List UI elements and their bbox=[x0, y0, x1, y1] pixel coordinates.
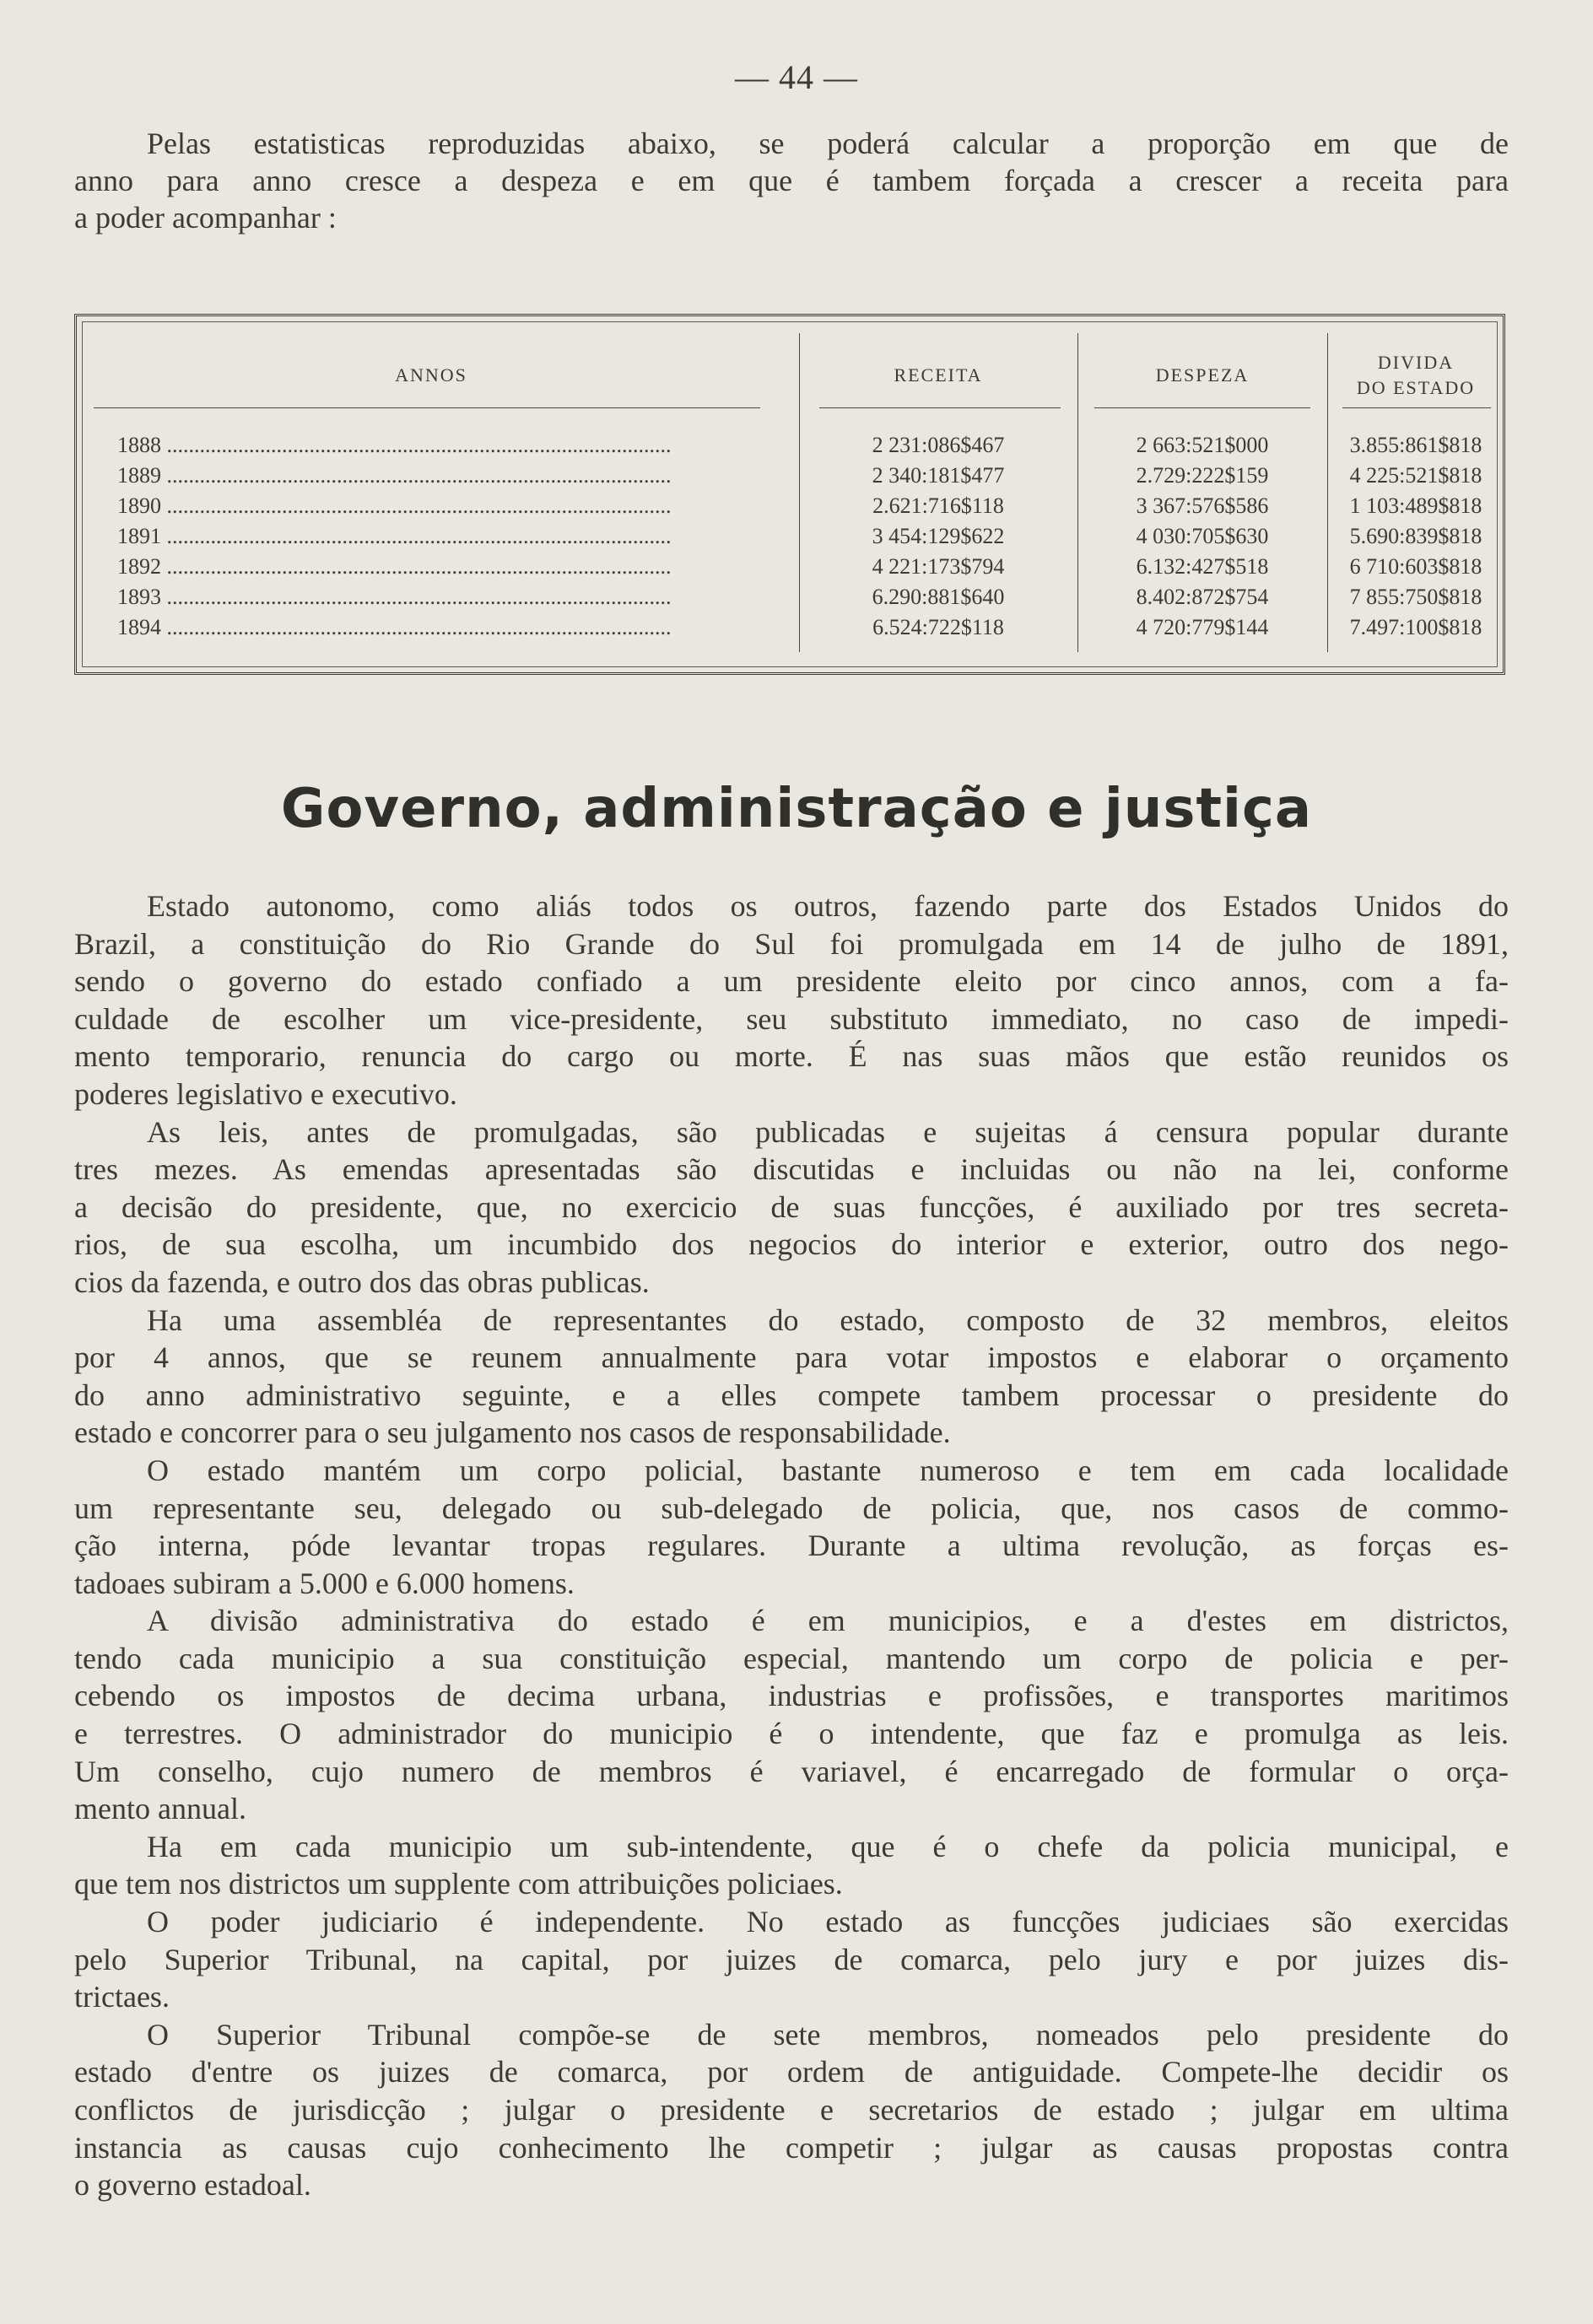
body-line: estado e concorrer para o seu julgamento nos casos de responsabilidade. bbox=[74, 1415, 951, 1450]
cell-despeza: 6.132:427$518 bbox=[1136, 554, 1269, 579]
cell-receita: 3 454:129$622 bbox=[872, 524, 1005, 548]
cell-receita: 6.290:881$640 bbox=[872, 585, 1005, 609]
body-line: e terrestres. O administrador do municipio é o intendente, que faz e promulga as leis. bbox=[74, 1717, 1509, 1751]
table-row bbox=[77, 493, 1503, 524]
intro-paragraph bbox=[74, 125, 1509, 236]
body-line: um representante seu, delegado ou sub-delegado de policia, que, nos casos de commo- bbox=[74, 1491, 1509, 1525]
body-line: Ha uma assembléa de representantes do estado, composto de 32 membros, eleitos bbox=[147, 1302, 1509, 1337]
finance-table bbox=[74, 314, 1505, 675]
body-line: As leis, antes de promulgadas, são publicadas e sujeitas á censura popular durante bbox=[147, 1114, 1509, 1149]
cell-divida: 3.855:861$818 bbox=[1349, 433, 1482, 457]
body-line: A divisão administrativa do estado é em municipios, e a d'estes em districtos, bbox=[147, 1604, 1509, 1638]
header-rule bbox=[819, 407, 1061, 408]
header-rule bbox=[1342, 407, 1491, 408]
body-line: rios, de sua escolha, um incumbido dos negocios do interior e exterior, outro dos nego- bbox=[74, 1227, 1509, 1262]
body-line: do anno administrativo seguinte, e a elles compete tambem processar o presidente do bbox=[74, 1378, 1509, 1412]
body-line: culdade de escolher um vice-presidente, seu substituto immediato, no caso de impedi- bbox=[74, 1001, 1509, 1036]
cell-despeza: 2 663:521$000 bbox=[1136, 433, 1269, 457]
body-line: mento temporario, renuncia do cargo ou morte. É nas suas mãos que estão reunidos os bbox=[74, 1039, 1509, 1074]
table-row bbox=[77, 585, 1503, 615]
body-line: sendo o governo do estado confiado a um presidente eleito por cinco annos, com a fa- bbox=[74, 964, 1509, 999]
body-line: a decisão do presidente, que, no exercicio de suas funcções, é auxiliado por tres secreta- bbox=[74, 1189, 1509, 1224]
table-row bbox=[77, 433, 1503, 463]
cell-year: 1889 ............................................................................................ bbox=[117, 463, 672, 488]
intro-line: anno para anno cresce a despeza e em que é tambem forçada a crescer a receita para bbox=[74, 164, 1509, 197]
intro-line: a poder acompanhar : bbox=[74, 201, 337, 235]
body-line: o governo estadoal. bbox=[74, 2168, 311, 2203]
cell-year: 1893 ............................................................................................ bbox=[117, 585, 672, 609]
body-line: ção interna, póde levantar tropas regulares. Durante a ultima revolução, as forças es- bbox=[74, 1529, 1509, 1563]
cell-year: 1894 ............................................................................................ bbox=[117, 615, 672, 639]
body-line: estado d'entre os juizes de comarca, por ordem de antiguidade. Compete-lhe decidir os bbox=[74, 2055, 1509, 2089]
cell-receita: 2 231:086$467 bbox=[872, 433, 1005, 457]
cell-receita: 2 340:181$477 bbox=[872, 463, 1005, 488]
intro-line: Pelas estatisticas reproduzidas abaixo, se poderá calcular a proporção em que de bbox=[147, 127, 1509, 160]
body-line: O estado mantém um corpo policial, bastante numeroso e tem em cada localidade bbox=[147, 1453, 1509, 1487]
header-divida-line2: DO ESTADO bbox=[1356, 377, 1476, 398]
body-line: por 4 annos, que se reunem annualmente para votar impostos e elaborar o orçamento bbox=[74, 1340, 1509, 1375]
header-receita: RECEITA bbox=[894, 364, 983, 386]
body-line: tendo cada municipio a sua constituição especial, mantendo um corpo de policia e per- bbox=[74, 1641, 1509, 1675]
header-rule bbox=[94, 407, 760, 408]
header-divida-line1: DIVIDA bbox=[1377, 352, 1455, 373]
cell-divida: 6 710:603$818 bbox=[1349, 554, 1482, 579]
table-row bbox=[77, 554, 1503, 585]
body-line: Brazil, a constituição do Rio Grande do Sul foi promulgada em 14 de julho de 1891, bbox=[74, 926, 1509, 961]
body-line: trictaes. bbox=[74, 1980, 170, 2014]
page-number: — 44 — bbox=[735, 58, 858, 96]
cell-divida: 7.497:100$818 bbox=[1349, 615, 1482, 639]
cell-receita: 2.621:716$118 bbox=[872, 493, 1004, 518]
header-annos: ANNOS bbox=[395, 364, 467, 386]
cell-divida: 5.690:839$818 bbox=[1349, 524, 1482, 548]
body-line: instancia as causas cujo conhecimento lhe competir ; julgar as causas propostas contra bbox=[74, 2130, 1509, 2165]
cell-receita: 4 221:173$794 bbox=[872, 554, 1005, 579]
cell-year: 1891 ............................................................................................ bbox=[117, 524, 672, 548]
table-row bbox=[77, 463, 1503, 493]
cell-year: 1892 ............................................................................................ bbox=[117, 554, 672, 579]
cell-divida: 4 225:521$818 bbox=[1349, 463, 1482, 488]
cell-despeza: 2.729:222$159 bbox=[1136, 463, 1269, 488]
body-line: O Superior Tribunal compõe-se de sete membros, nomeados pelo presidente do bbox=[147, 2017, 1509, 2052]
cell-year: 1890 ............................................................................................ bbox=[117, 493, 672, 518]
section-title: Governo, administração e justiça bbox=[280, 778, 1313, 840]
body-line: poderes legislativo e executivo. bbox=[74, 1076, 457, 1111]
body-line: tres mezes. As emendas apresentadas são discutidas e incluidas ou não na lei, conforme bbox=[74, 1152, 1509, 1187]
body-line: que tem nos districtos um supplente com attribuições policiaes. bbox=[74, 1867, 843, 1901]
body-line: cebendo os impostos de decima urbana, industrias e profissões, e transportes maritimos bbox=[74, 1679, 1509, 1713]
body-line: tadoaes subiram a 5.000 e 6.000 homens. bbox=[74, 1566, 575, 1600]
body-line: pelo Superior Tribunal, na capital, por juizes de comarca, pelo jury e por juizes dis- bbox=[74, 1942, 1509, 1976]
header-divida bbox=[1327, 350, 1504, 401]
cell-year: 1888 ............................................................................................ bbox=[117, 433, 672, 457]
header-despeza: DESPEZA bbox=[1155, 364, 1250, 386]
body-line: conflictos de jurisdicção ; julgar o presidente e secretarios de estado ; julgar em ultima bbox=[74, 2093, 1509, 2127]
body-line: cios da fazenda, e outro dos das obras publicas. bbox=[74, 1264, 650, 1299]
body-line: Ha em cada municipio um sub-intendente, que é o chefe da policia municipal, e bbox=[147, 1829, 1509, 1863]
cell-receita: 6.524:722$118 bbox=[872, 615, 1004, 639]
body-line: mento annual. bbox=[74, 1792, 246, 1826]
cell-despeza: 4 720:779$144 bbox=[1136, 615, 1269, 639]
cell-divida: 1 103:489$818 bbox=[1349, 493, 1482, 518]
body-line: Estado autonomo, como aliás todos os outros, fazendo parte dos Estados Unidos do bbox=[147, 889, 1509, 923]
cell-despeza: 8.402:872$754 bbox=[1136, 585, 1269, 609]
body-text bbox=[74, 887, 1509, 2204]
table-row bbox=[77, 615, 1503, 645]
cell-despeza: 4 030:705$630 bbox=[1136, 524, 1269, 548]
cell-divida: 7 855:750$818 bbox=[1349, 585, 1482, 609]
body-line: O poder judiciario é independente. No estado as funcções judiciaes são exercidas bbox=[147, 1905, 1509, 1939]
header-rule bbox=[1094, 407, 1310, 408]
table-row bbox=[77, 524, 1503, 554]
cell-despeza: 3 367:576$586 bbox=[1136, 493, 1269, 518]
body-line: Um conselho, cujo numero de membros é variavel, é encarregado de formular o orça- bbox=[74, 1754, 1509, 1788]
